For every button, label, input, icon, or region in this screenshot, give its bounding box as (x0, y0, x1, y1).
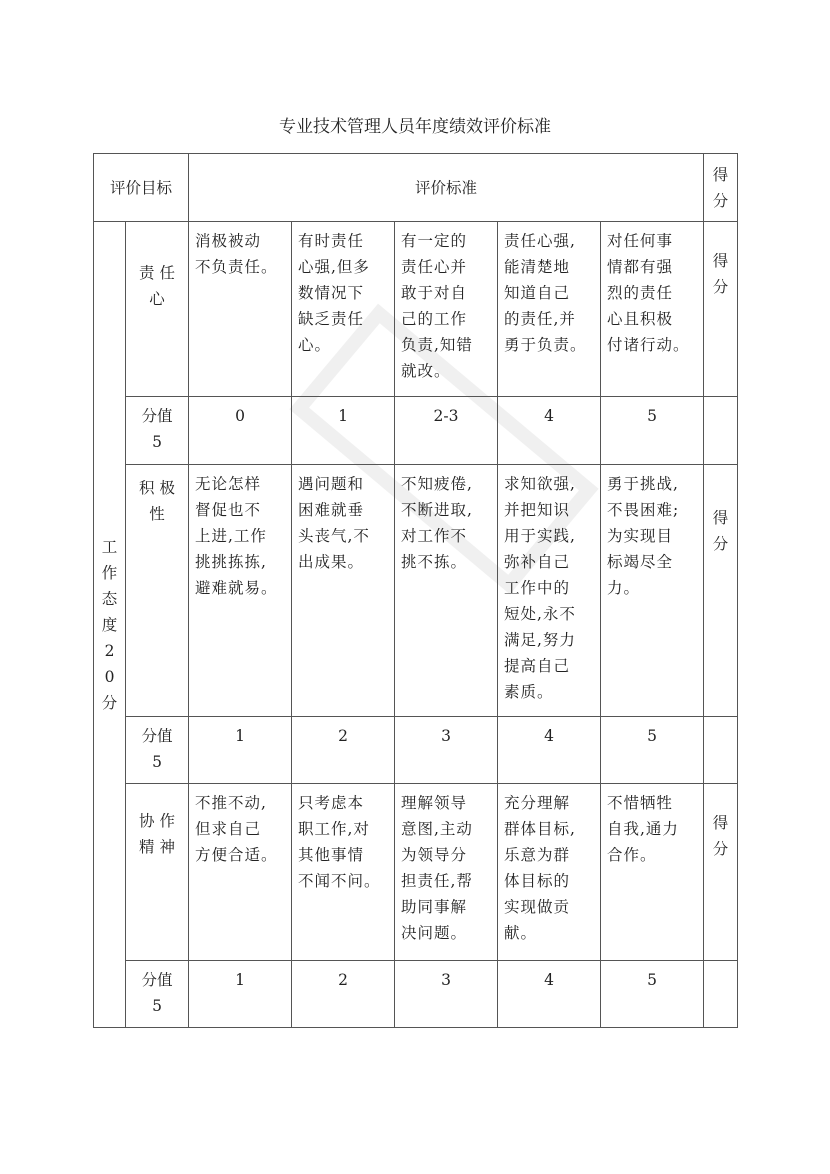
criterion-desc: 遇问题和 困难就垂 头丧气,不 出成果。 (292, 465, 395, 717)
criterion-desc: 不惜牺牲 自我,通力 合作。 (601, 784, 704, 961)
value-cell: 4 (498, 397, 601, 465)
criterion-desc: 理解领导 意图,主动 为领导分 担责任,帮 助同事解 决问题。 (395, 784, 498, 961)
criterion-name: 协 作 精 神 (126, 784, 189, 961)
criterion-desc: 求知欲强, 并把知识 用于实践, 弥补自己 工作中的 短处,永不 满足,努力 提高自己 素质。 (498, 465, 601, 717)
criterion-desc: 充分理解 群体目标, 乐意为群 体目标的 实现做贡 献。 (498, 784, 601, 961)
criterion-desc: 有时责任 心强,但多 数情况下 缺乏责任 心。 (292, 222, 395, 397)
score-cell: 得 分 (704, 784, 738, 961)
value-label: 分值 5 (126, 717, 189, 784)
criterion-desc: 无论怎样 督促也不 上进,工作 挑挑拣拣, 避难就易。 (189, 465, 292, 717)
value-label: 分值 5 (126, 397, 189, 465)
header-score: 得 分 (704, 154, 738, 222)
value-cell: 1 (292, 397, 395, 465)
score-cell: 得 分 (704, 465, 738, 717)
value-cell: 4 (498, 961, 601, 1028)
value-cell: 4 (498, 717, 601, 784)
criterion-desc: 对任何事 情都有强 烈的责任 心且积极 付诸行动。 (601, 222, 704, 397)
criterion-desc: 消极被动 不负责任。 (189, 222, 292, 397)
value-cell: 3 (395, 717, 498, 784)
criterion-name: 积 极 性 (126, 465, 189, 717)
criterion-desc: 只考虑本 职工作,对 其他事情 不闻不问。 (292, 784, 395, 961)
criterion-desc: 有一定的 责任心并 敢于对自 己的工作 负责,知错 就改。 (395, 222, 498, 397)
score-cell: 得 分 (704, 222, 738, 397)
criterion-desc: 不推不动, 但求自己 方便合适。 (189, 784, 292, 961)
value-cell: 3 (395, 961, 498, 1028)
value-cell: 1 (189, 961, 292, 1028)
criterion-desc: 责任心强, 能清楚地 知道自己 的责任,并 勇于负责。 (498, 222, 601, 397)
document-title: 专业技术管理人员年度绩效评价标准 (279, 117, 551, 137)
criterion-desc: 勇于挑战, 不畏困难; 为实现目 标竭尽全 力。 (601, 465, 704, 717)
value-cell: 5 (601, 397, 704, 465)
value-cell: 0 (189, 397, 292, 465)
score-input-cell[interactable] (704, 397, 738, 465)
score-input-cell[interactable] (704, 961, 738, 1028)
value-cell: 5 (601, 961, 704, 1028)
header-target: 评价目标 (94, 154, 189, 222)
value-label: 分值 5 (126, 961, 189, 1028)
criterion-desc: 不知疲倦, 不断进取, 对工作不 挑不拣。 (395, 465, 498, 717)
value-cell: 1 (189, 717, 292, 784)
value-cell: 2 (292, 961, 395, 1028)
header-standard: 评价标准 (189, 154, 704, 222)
score-input-cell[interactable] (704, 717, 738, 784)
value-cell: 5 (601, 717, 704, 784)
evaluation-table (93, 153, 738, 1028)
value-cell: 2 (292, 717, 395, 784)
category-work-attitude: 工 作 态 度 2 0 分 (94, 222, 126, 1028)
value-cell: 2-3 (395, 397, 498, 465)
criterion-name: 责 任 心 (126, 222, 189, 397)
